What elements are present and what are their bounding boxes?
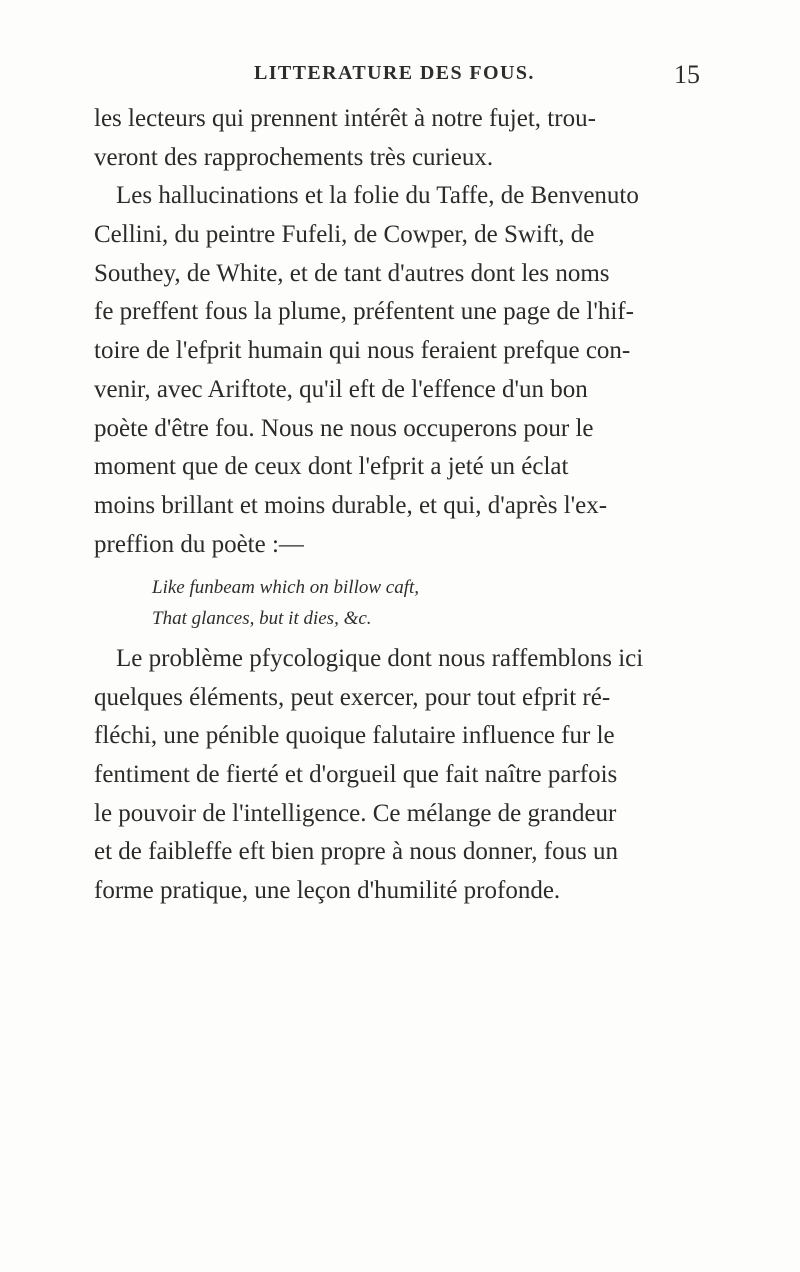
text-line: forme pratique, une leçon d'humilité profonde. xyxy=(94,877,561,905)
text-line: fe preffent fous la plume, préfentent une page de l'hif- xyxy=(94,298,634,326)
text-line: toire de l'efprit humain qui nous feraient prefque con- xyxy=(94,337,631,365)
paragraph-3 xyxy=(94,640,700,911)
text-line: et de faibleffe eft bien propre à nous donner, fous un xyxy=(94,838,619,866)
text-line: preffion du poète :— xyxy=(94,530,304,558)
quote-line: Like funbeam which on billow caft, xyxy=(152,577,420,598)
text-line: moment que de ceux dont l'efprit a jeté un éclat xyxy=(94,453,569,481)
text-line: le pouvoir de l'intelligence. Ce mélange de grandeur xyxy=(94,799,617,827)
text-line: Le problème pfycologique dont nous raffemblons ici xyxy=(116,645,644,672)
text-line: veront des rapprochements très curieux. xyxy=(94,143,494,171)
text-line: Southey, de White, et de tant d'autres dont les noms xyxy=(94,259,610,287)
page-number: 15 xyxy=(674,60,700,89)
text-line: fentiment de fierté et d'orgueil que fait naître parfois xyxy=(94,761,618,789)
quote-line: That glances, but it dies, &c. xyxy=(152,608,372,629)
paragraph-1 xyxy=(94,100,700,177)
text-line: poète d'être fou. Nous ne nous occuperons pour le xyxy=(94,414,594,442)
text-line: quelques éléments, peut exercer, pour tout efprit ré- xyxy=(94,683,611,711)
body-text xyxy=(94,100,700,564)
text-line: Cellini, du peintre Fufeli, de Cowper, de Swift, de xyxy=(94,221,595,249)
text-line: fléchi, une pénible quoique falutaire influence fur le xyxy=(94,722,615,750)
verse-quotation xyxy=(152,572,419,634)
running-title: LITTERATURE DES FOUS. xyxy=(254,62,535,84)
running-head xyxy=(94,62,700,92)
text-line: les lecteurs qui prennent intérêt à notre fujet, trou- xyxy=(94,105,596,132)
paragraph-2 xyxy=(94,177,700,564)
text-line: Les hallucinations et la folie du Taffe, de Benvenuto xyxy=(116,182,639,210)
text-line: moins brillant et moins durable, et qui, d'après l'ex- xyxy=(94,491,608,519)
text-line: venir, avec Ariftote, qu'il eft de l'effence d'un bon xyxy=(94,375,588,403)
